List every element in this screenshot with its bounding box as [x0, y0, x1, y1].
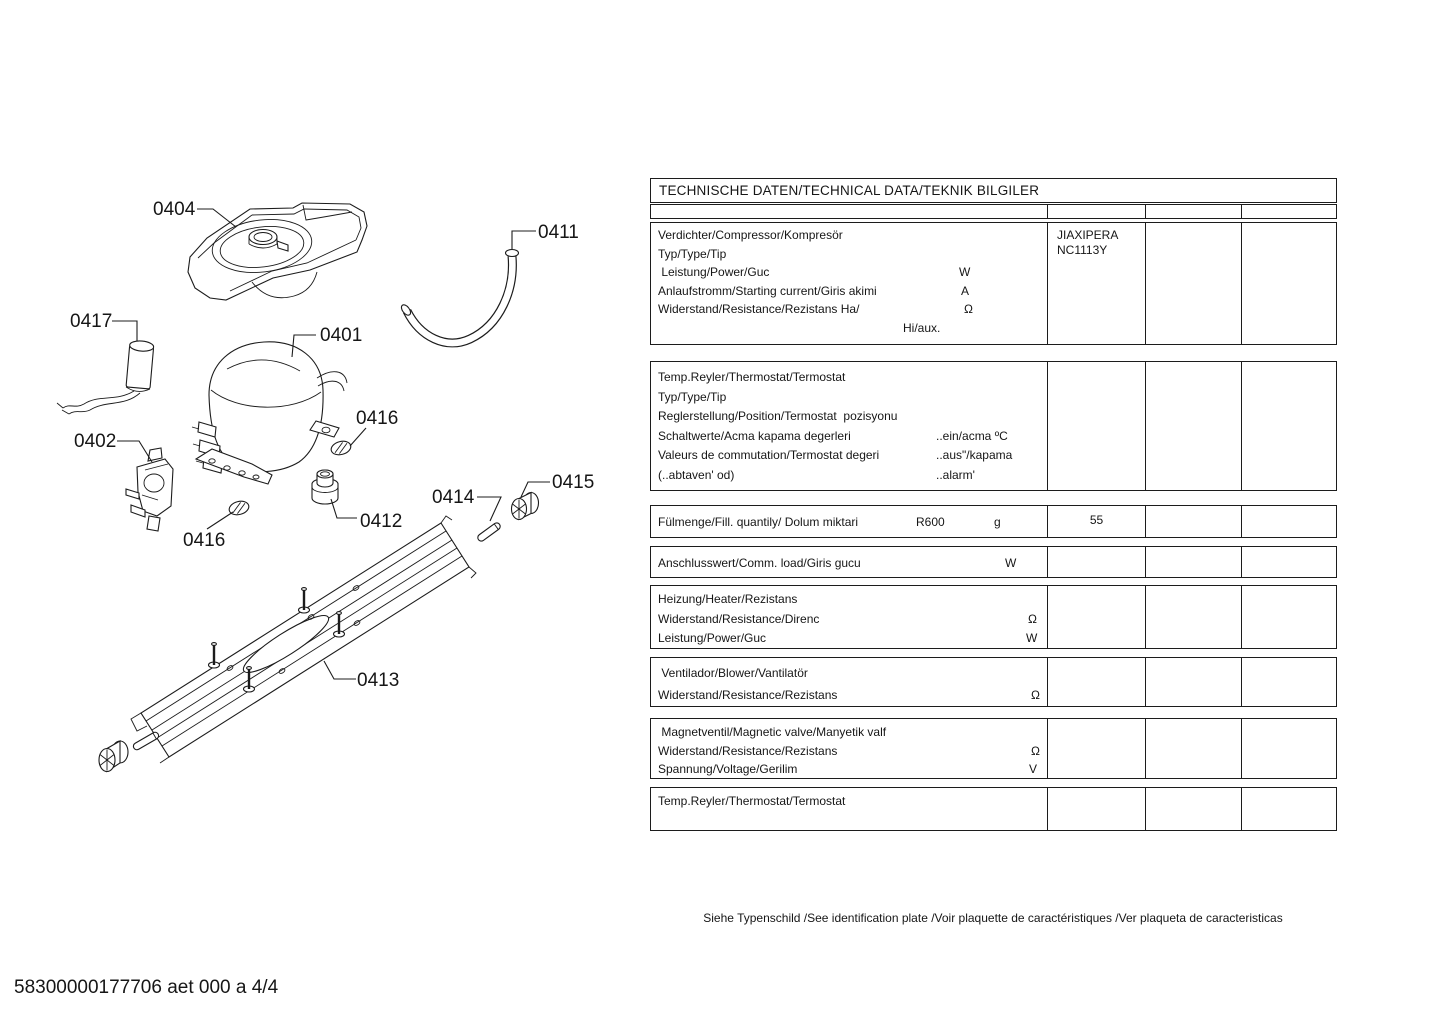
part-0417-capacitor-icon [57, 340, 154, 414]
spec-unit: W [1005, 556, 1017, 570]
part-label-0415: 0415 [552, 472, 595, 493]
table-block-thermostat-2 [650, 787, 1337, 831]
spec-label: Spannung/Voltage/Gerilim [658, 762, 798, 776]
spec-label: Widerstand/Resistance/Rezistans [658, 688, 838, 702]
document-number: 58300000177706 aet 000 a 4/4 [14, 977, 279, 998]
compressor-make: JIAXIPERA [1057, 228, 1119, 242]
spec-unit: g [994, 515, 1001, 529]
value-cell [1242, 586, 1336, 648]
part-label-0413: 0413 [357, 670, 400, 691]
spec-label: Anlaufstromm/Starting current/Giris akimi [658, 283, 877, 298]
table-block-compressor [650, 222, 1337, 345]
spec-label: Temp.Reyler/Thermostat/Termostat [658, 370, 846, 384]
part-0413-rail-icon [131, 516, 476, 763]
spec-label: Reglerstellung/Position/Termostat pozisyonu [658, 409, 898, 423]
table-title-bar [650, 178, 1337, 203]
spec-label: Schaltwerte/Acma kapama degerleri [658, 428, 851, 443]
spec-label: Hi/aux. [903, 320, 941, 335]
fill-quantity-value: 55 [1048, 506, 1146, 537]
spec-label: Leistung/Power/Guc [658, 631, 767, 645]
spec-label: Fülmenge/Fill. quantily/ Dolum miktari [658, 515, 859, 529]
part-0416-screw-upper-icon [330, 439, 353, 457]
value-cell [1146, 223, 1242, 344]
spec-label: Valeurs de commutation/Termostat degeri [658, 448, 880, 462]
rail-stud [299, 588, 310, 613]
part-label-0414: 0414 [432, 487, 475, 508]
header-cell [1048, 205, 1146, 218]
value-cell [1242, 788, 1336, 830]
spec-label: (..abtaven' od) [658, 467, 735, 482]
spec-unit: Ω [1031, 688, 1040, 702]
refrigerant-type: R600 [916, 515, 945, 529]
table-header-row [650, 204, 1337, 219]
part-0404-drip-tray-icon [188, 203, 367, 300]
value-cell [1048, 788, 1146, 830]
spec-label: Magnetventil/Magnetic valve/Manyetik valf [658, 725, 887, 739]
part-0415-roller-icon [512, 493, 539, 520]
spec-unit: Ω [1031, 743, 1040, 758]
value-cell [1048, 586, 1146, 648]
spec-label: Heizung/Heater/Rezistans [658, 592, 798, 606]
value-cell [1146, 547, 1242, 577]
spec-unit: W [959, 265, 971, 279]
identification-plate-note: Siehe Typenschild /See identification plate /Voir plaquette de caractéristiques /Ver plaqueta de caracteristicas [703, 911, 1283, 925]
value-cell [1242, 658, 1336, 706]
header-cell [1242, 205, 1336, 218]
table-block-blower [650, 657, 1337, 707]
value-cell [1242, 362, 1336, 490]
spec-label: Widerstand/Resistance/Rezistans [658, 743, 838, 758]
table-block-heater [650, 585, 1337, 649]
spec-unit: ..alarm' [936, 467, 975, 482]
spec-label: Temp.Reyler/Thermostat/Termostat [658, 794, 846, 808]
compressor-model: NC1113Y [1057, 243, 1108, 257]
value-cell [1146, 719, 1242, 778]
rail-pin-icon [132, 731, 160, 751]
part-0411-tube-icon [400, 250, 519, 343]
header-cell [651, 205, 1048, 218]
table-block-connected-load [650, 546, 1337, 578]
spec-label: Anschlusswert/Comm. load/Giris gucu [658, 556, 861, 570]
spec-unit: ..aus"/kapama [936, 448, 1013, 462]
spec-unit: ..ein/acma ºC [936, 428, 1008, 443]
spec-unit: A [961, 283, 970, 298]
value-cell [1048, 719, 1146, 778]
part-label-0402: 0402 [74, 431, 117, 452]
rail-stud [209, 643, 220, 668]
spec-label: Verdichter/Compressor/Kompresör [658, 228, 843, 242]
spec-unit: W [1026, 631, 1038, 645]
value-cell [1242, 506, 1336, 537]
table-title: TECHNISCHE DATEN/TECHNICAL DATA/TEKNIK BILGILER [659, 183, 1040, 198]
value-cell [1048, 658, 1146, 706]
spec-unit: V [1029, 762, 1038, 776]
value-cell [1242, 223, 1336, 344]
part-label-0411: 0411 [538, 222, 579, 243]
value-cell [1146, 586, 1242, 648]
table-block-magnetic-valve [650, 718, 1337, 779]
part-label-0401: 0401 [320, 325, 363, 346]
value-cell [1146, 658, 1242, 706]
table-block-fill-quantity [650, 505, 1337, 538]
part-label-0412: 0412 [360, 511, 403, 532]
header-cell [1146, 205, 1242, 218]
spec-label: Typ/Type/Tip [658, 389, 727, 404]
value-cell [1048, 223, 1146, 344]
rail-roller-icon [99, 741, 128, 772]
value-cell [1048, 362, 1146, 490]
value-cell [1146, 362, 1242, 490]
spec-unit: Ω [964, 302, 973, 316]
part-0402-relay-icon [126, 448, 173, 531]
value-cell [1242, 719, 1336, 778]
exploded-parts-diagram [0, 0, 650, 860]
part-0416-screw-lower-icon [228, 499, 251, 517]
part-label-0404: 0404 [153, 199, 196, 220]
spec-label: Leistung/Power/Guc [658, 265, 770, 279]
part-0414-pin-icon [476, 522, 501, 543]
spec-label: Typ/Type/Tip [658, 246, 727, 261]
spec-label: Widerstand/Resistance/Rezistans Ha/ [658, 302, 860, 316]
value-cell [1146, 506, 1242, 537]
value-cell [1048, 547, 1146, 577]
part-label-0416-lower: 0416 [183, 530, 226, 551]
spec-label: Widerstand/Resistance/Direnc [658, 611, 820, 626]
spec-label: Ventilador/Blower/Vantilatör [658, 666, 808, 680]
part-0401-compressor-icon [192, 342, 347, 484]
part-label-0417: 0417 [70, 311, 113, 332]
part-label-0416-upper: 0416 [356, 408, 399, 429]
value-cell [1242, 547, 1336, 577]
spec-unit: Ω [1028, 611, 1037, 626]
table-block-thermostat [650, 361, 1337, 491]
value-cell [1146, 788, 1242, 830]
part-0412-grommet-icon [312, 470, 338, 504]
